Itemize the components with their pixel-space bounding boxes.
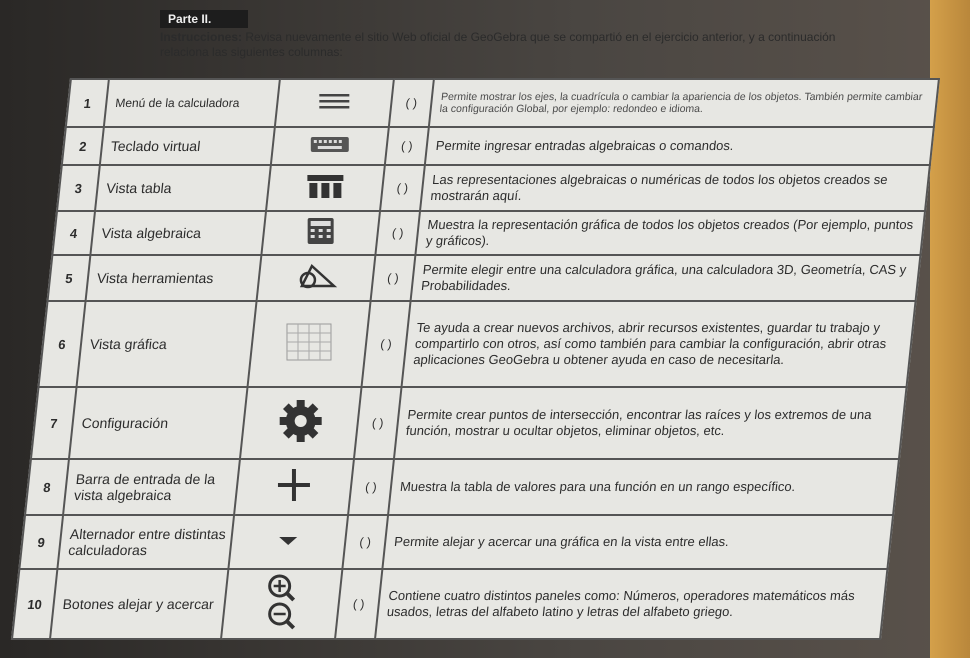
row-term: Vista herramientas — [86, 255, 262, 301]
row-number: 9 — [19, 515, 63, 569]
row-term: Vista algebraica — [90, 211, 266, 255]
matching-table — [11, 78, 940, 640]
calculator-icon — [306, 217, 336, 250]
row-number: 6 — [39, 301, 86, 387]
instructions — [160, 30, 840, 60]
grid-icon — [285, 322, 333, 367]
row-description: Muestra la tabla de valores para una función en un rango específico. — [388, 459, 899, 515]
table-row — [19, 515, 893, 569]
row-term: Configuración — [69, 387, 248, 459]
row-description: Permite alejar y acercar una gráfica en la vista entre ellas. — [382, 515, 893, 569]
answer-blank[interactable]: ( ) — [342, 515, 388, 569]
answer-blank[interactable]: ( ) — [371, 255, 416, 301]
row-description: Las representaciones algebraicas o numéricas de todos los objetos creados se mostrarán aquí. — [420, 165, 930, 211]
row-term: Alternador entre distintas calculadoras — [57, 515, 234, 569]
table-row — [12, 569, 887, 639]
instructions-bold: Instrucciones: — [160, 30, 243, 44]
answer-blank[interactable]: ( ) — [348, 459, 394, 515]
table-row — [48, 255, 921, 301]
row-number: 8 — [25, 459, 69, 515]
instructions-text: Revisa nuevamente el sitio Web oficial de GeoGebra que se compartió en el ejercicio anterior, y a continuación relaciona las siguientes columnas: — [160, 30, 836, 59]
answer-blank[interactable]: ( ) — [354, 387, 402, 459]
row-description: Permite crear puntos de intersección, encontrar las raíces y los extremos de una función, mostrar u ocultar objetos, eliminar objetos, etc. — [394, 387, 907, 459]
table-row — [31, 387, 907, 459]
row-description: Permite elegir entre una calculadora gráfica, una calculadora 3D, Geometría, CAS y Probabilidades. — [411, 255, 921, 301]
answer-blank[interactable]: ( ) — [362, 301, 411, 387]
table-view-icon — [305, 173, 345, 204]
row-description: Muestra la representación gráfica de todos los objetos creados (Por ejemplo, puntos y gráficos). — [415, 211, 925, 255]
row-number: 10 — [12, 569, 57, 639]
dropdown-arrow-icon — [273, 532, 303, 553]
gear-icon — [277, 399, 325, 448]
zoom-in-icon — [262, 572, 302, 632]
row-description: Permite mostrar los ejes, la cuadrícula o cambiar la apariencia de los objetos. También permite cambiar la configuración Global, por ejemplo: redondeo e idioma. — [429, 79, 939, 127]
row-term: Teclado virtual — [100, 127, 275, 165]
geometry-tools-icon — [294, 262, 338, 295]
table-row — [39, 301, 916, 387]
part-label: Parte II. — [160, 10, 248, 28]
row-description: Te ayuda a crear nuevos archivos, abrir recursos existentes, guardar tu trabajo y compartirlo con otros, así como también para cambiar la configuración, abrir otras aplicaciones GeoGebra u obtener ayuda en caso de necesitarla. — [402, 301, 916, 387]
row-number: 7 — [31, 387, 77, 459]
answer-blank[interactable]: ( ) — [335, 569, 382, 639]
row-term: Botones alejar y acercar — [50, 569, 228, 639]
answer-blank[interactable]: ( ) — [389, 79, 434, 127]
answer-blank[interactable]: ( ) — [380, 165, 425, 211]
table-row — [57, 165, 930, 211]
row-term: Vista gráfica — [77, 301, 257, 387]
table-row — [52, 211, 925, 255]
row-description: Permite ingresar entradas algebraicas o comandos. — [425, 127, 934, 165]
answer-blank[interactable]: ( ) — [385, 127, 429, 165]
row-number: 5 — [48, 255, 91, 301]
table-row — [25, 459, 899, 515]
row-term: Vista tabla — [95, 165, 271, 211]
row-number: 4 — [52, 211, 95, 255]
row-description: Contiene cuatro distintos paneles como: Números, operadores matemáticos más usados, letras del alfabeto latino y letras del alfabeto griego. — [375, 569, 887, 639]
keyboard-icon — [310, 135, 350, 158]
row-term: Barra de entrada de la vista algebraica — [63, 459, 240, 515]
plus-icon — [274, 467, 314, 508]
row-term: Menú de la calculadora — [104, 79, 280, 127]
zoom-icons — [262, 572, 302, 637]
row-number: 1 — [66, 79, 109, 127]
row-number: 3 — [57, 165, 100, 211]
answer-blank[interactable]: ( ) — [375, 211, 420, 255]
row-number: 2 — [62, 127, 104, 165]
table-row — [66, 79, 939, 127]
hamburger-menu-icon — [317, 92, 351, 115]
table-row — [62, 127, 934, 165]
